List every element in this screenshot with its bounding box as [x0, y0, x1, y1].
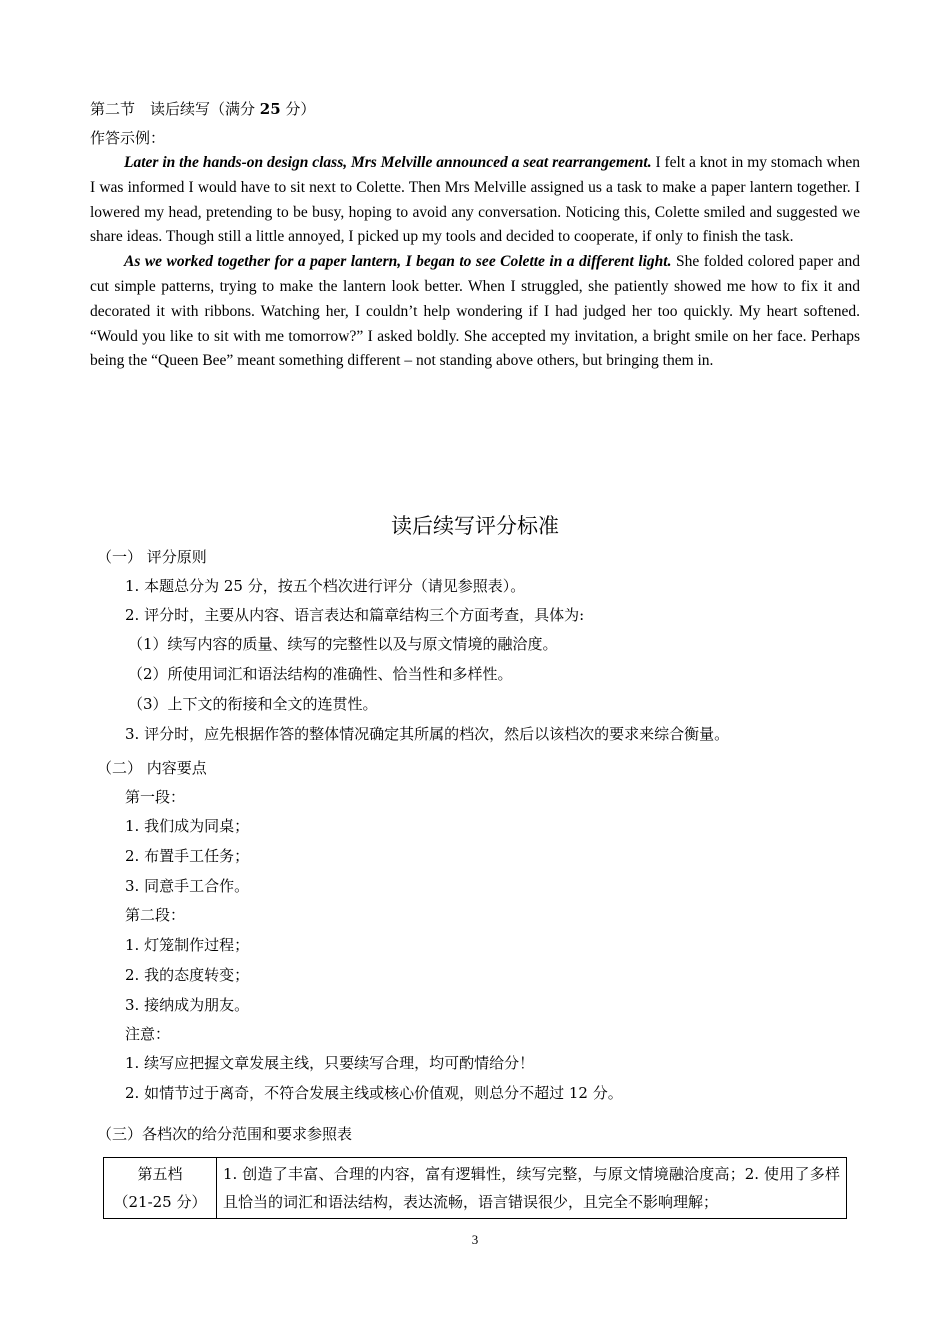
section-heading-prefix: 第二节 读后续写（满分	[90, 100, 260, 118]
section-heading-score: 25	[259, 100, 281, 118]
essay-paragraph-1-lead: Later in the hands-on design class, Mrs Melville announced a seat rearrangement.	[124, 154, 652, 171]
part1-subitem: （3）上下文的衔接和全文的连贯性。	[128, 695, 378, 713]
essay-paragraph-2-lead: As we worked together for a paper lantern, I began to see Colette in a different light.	[124, 253, 672, 271]
essay-paragraph-1-body: I felt a knot in my stomach when I was informed I would have to sit next to Colette. Then Mrs Melville assigned us a task to make a paper lantern together. I lowered my head, pretending to be busy, hoping to avoid any conversation. Noticing this, Colette smiled and suggested we share ideas. Though still a little annoyed, I picked up my tools and decided to cooperate, if only to finish the task.	[90, 154, 860, 246]
part2-para1-item: 2. 布置手工任务；	[125, 847, 250, 865]
scoring-range: （21-25 分）	[113, 1193, 207, 1211]
essay-paragraph-2-body: She folded colored paper and cut simple patterns, trying to make the lantern look better. When I struggled, she patiently showed me how to fix it and decorated it with ribbons. Watching her, I couldn’t help wondering if I had judged her too quickly. My heart softened. “Would you like to sit with me tomorrow?” I asked boldly. She accepted my invitation, a bright smile on her face. Perhaps being the “Queen Bee” meant something different – not standing above others, but bringing them in.	[90, 253, 860, 370]
scoring-table-level-cell	[104, 1158, 217, 1218]
scoring-table	[103, 1157, 847, 1219]
part2-para2-label: 第二段：	[125, 906, 186, 924]
section-heading-suffix: 分）	[280, 100, 316, 118]
essay-paragraph-2	[90, 250, 860, 374]
part2-para1-label: 第一段：	[125, 788, 186, 806]
part1-heading: （一） 评分原则	[97, 548, 207, 566]
part2-para2-item: 3. 接纳成为朋友。	[125, 996, 250, 1014]
section-heading	[90, 97, 315, 122]
part2-para2-item: 1. 灯笼制作过程；	[125, 936, 250, 954]
example-essay	[90, 151, 860, 374]
scoring-level: 第五档	[137, 1165, 183, 1183]
part2-para1-item: 1. 我们成为同桌；	[125, 817, 250, 835]
part1-subitem: （2）所使用词汇和语法结构的准确性、恰当性和多样性。	[128, 665, 513, 683]
rubric-title: 读后续写评分标准	[391, 514, 559, 538]
essay-paragraph-1	[90, 151, 860, 250]
part2-para2-item: 2. 我的态度转变；	[125, 966, 250, 984]
part1-item: 2. 评分时，主要从内容、语言表达和篇章结构三个方面考查，具体为:	[125, 606, 585, 624]
scoring-description: 1. 创造了丰富、合理的内容，富有逻辑性，续写完整，与原文情境融洽度高；2. 使用了多样且恰当的词汇和语法结构，表达流畅，语言错误很少，且完全不影响理解；	[223, 1165, 840, 1211]
scoring-table-desc-cell	[217, 1158, 846, 1218]
page-number: 3	[471, 1232, 479, 1247]
part3-heading: （三）各档次的给分范围和要求参照表	[97, 1125, 353, 1143]
part1-item: 1. 本题总分为 25 分，按五个档次进行评分（请见参照表）。	[125, 577, 526, 595]
part2-note: 2. 如情节过于离奇，不符合发展主线或核心价值观，则总分不超过 12 分。	[125, 1084, 623, 1102]
part1-subitem: （1）续写内容的质量、续写的完整性以及与原文情境的融洽度。	[128, 635, 558, 653]
example-label: 作答示例：	[90, 129, 166, 147]
part1-item: 3. 评分时，应先根据作答的整体情况确定其所属的档次，然后以该档次的要求来综合衡量。	[125, 725, 730, 743]
part2-note: 1. 续写应把握文章发展主线，只要续写合理，均可酌情给分！	[125, 1054, 535, 1072]
part2-para1-item: 3. 同意手工合作。	[125, 877, 250, 895]
part2-note-label: 注意：	[125, 1025, 171, 1043]
part2-heading: （二） 内容要点	[97, 759, 207, 777]
